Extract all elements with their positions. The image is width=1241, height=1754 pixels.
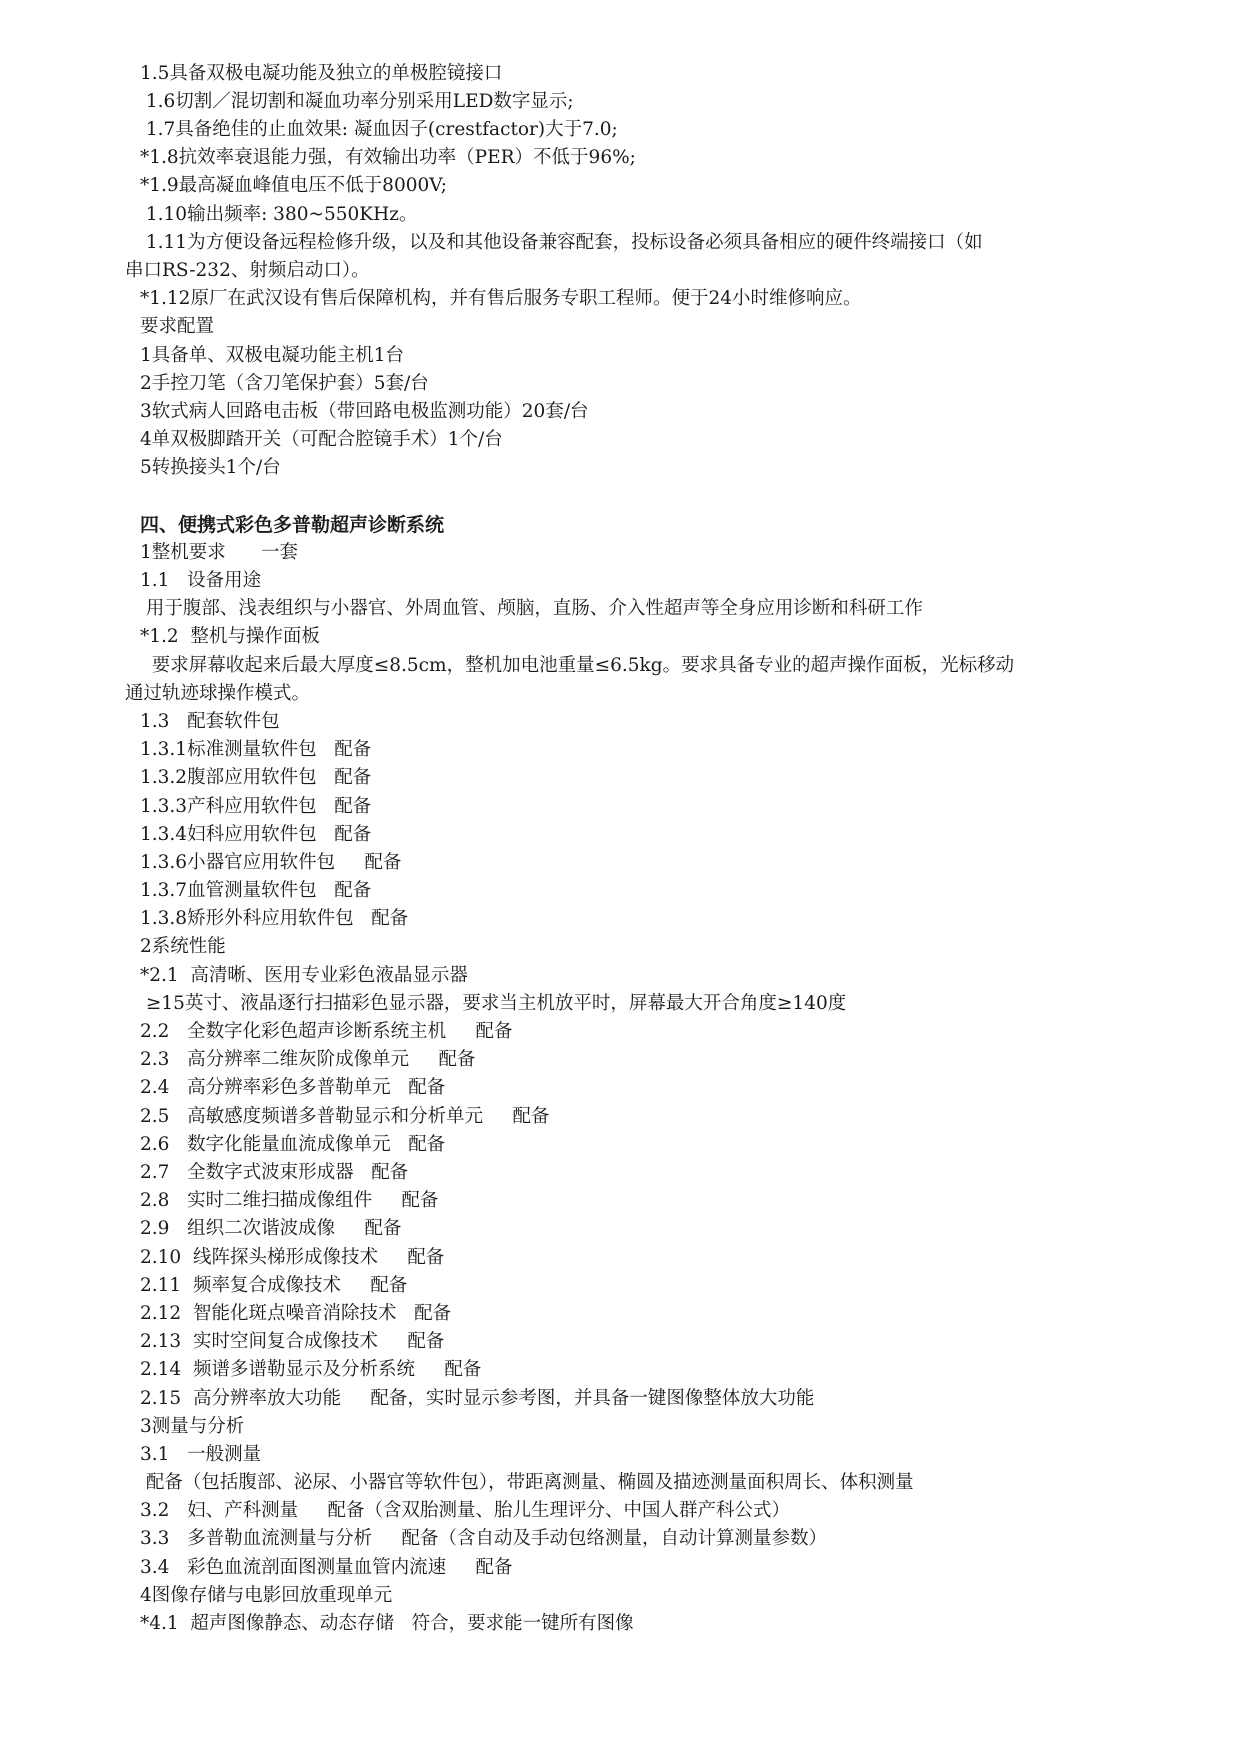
text-line: 1.3 配套软件包 xyxy=(140,711,280,732)
text-line: *1.12原厂在武汉设有售后保障机构，并有售后服务专职工程师。便于24小时维修响应。 xyxy=(140,288,862,309)
text-line: *1.2 整机与操作面板 xyxy=(140,626,320,647)
text-line: 2.11 频率复合成像技术 配备 xyxy=(140,1275,408,1296)
section-heading: 四、便携式彩色多普勒超声诊断系统 xyxy=(140,514,445,536)
text-line: 1.11为方便设备远程检修升级，以及和其他设备兼容配套，投标设备必须具备相应的硬件终端接口（如 xyxy=(140,232,983,253)
text-line: *1.9最高凝血峰值电压不低于8000V; xyxy=(140,175,447,196)
text-line: ≥15英寸、液晶逐行扫描彩色显示器，要求当主机放平时，屏幕最大开合角度≥140度 xyxy=(140,993,847,1014)
text-line: 1.7具备绝佳的止血效果: 凝血因子(crestfactor)大于7.0; xyxy=(140,119,618,140)
text-line: 配备（包括腹部、泌尿、小器官等软件包），带距离测量、椭圆及描迹测量面积周长、体积测量 xyxy=(140,1472,914,1493)
text-line: 通过轨迹球操作模式。 xyxy=(125,683,311,704)
text-line: 2.7 全数字式波束形成器 配备 xyxy=(140,1162,409,1183)
text-line: 1.10输出频率: 380~550KHz。 xyxy=(140,204,418,225)
text-line: 1整机要求 一套 xyxy=(140,542,299,563)
text-line: 2.5 高敏感度频谱多普勒显示和分析单元 配备 xyxy=(140,1106,550,1127)
text-line: 1具备单、双极电凝功能主机1台 xyxy=(140,345,405,366)
text-line: 3软式病人回路电击板（带回路电极监测功能）20套/台 xyxy=(140,401,589,422)
text-line: 1.3.2腹部应用软件包 配备 xyxy=(140,767,372,788)
text-line: 5转换接头1个/台 xyxy=(140,457,281,478)
text-line: 3.1 一般测量 xyxy=(140,1444,262,1465)
text-line: 要求屏幕收起来后最大厚度≤8.5cm，整机加电池重量≤6.5kg。要求具备专业的超声操作面板，光标移动 xyxy=(140,655,1015,676)
text-line: 1.1 设备用途 xyxy=(140,570,262,591)
text-line: 1.6切割／混切割和凝血功率分别采用LED数字显示; xyxy=(140,91,574,112)
text-line: 4单双极脚踏开关（可配合腔镜手术）1个/台 xyxy=(140,429,503,450)
text-line: 2.13 实时空间复合成像技术 配备 xyxy=(140,1331,445,1352)
text-line: 1.3.1标准测量软件包 配备 xyxy=(140,739,372,760)
text-line: 要求配置 xyxy=(140,316,215,337)
text-line: 2.2 全数字化彩色超声诊断系统主机 配备 xyxy=(140,1021,513,1042)
text-line: 2.15 高分辨率放大功能 配备，实时显示参考图，并具备一键图像整体放大功能 xyxy=(140,1388,815,1409)
text-line: 2.10 线阵探头梯形成像技术 配备 xyxy=(140,1247,445,1268)
text-line: 用于腹部、浅表组织与小器官、外周血管、颅脑，直肠、介入性超声等全身应用诊断和科研工作 xyxy=(140,598,923,619)
text-line: 1.5具备双极电凝功能及独立的单极腔镜接口 xyxy=(140,63,503,84)
text-line: 2.14 频谱多谱勒显示及分析系统 配备 xyxy=(140,1359,482,1380)
text-line: 2手控刀笔（含刀笔保护套）5套/台 xyxy=(140,373,429,394)
text-line: *2.1 高清晰、医用专业彩色液晶显示器 xyxy=(140,965,468,986)
text-line: 1.3.7血管测量软件包 配备 xyxy=(140,880,372,901)
text-line: *1.8抗效率衰退能力强，有效输出功率（PER）不低于96%; xyxy=(140,147,636,168)
text-line: 1.3.3产科应用软件包 配备 xyxy=(140,796,372,817)
text-line: 串口RS-232、射频启动口）。 xyxy=(125,260,370,281)
text-line: 2.6 数字化能量血流成像单元 配备 xyxy=(140,1134,446,1155)
text-line: 1.3.4妇科应用软件包 配备 xyxy=(140,824,372,845)
text-line: 2.8 实时二维扫描成像组件 配备 xyxy=(140,1190,439,1211)
text-line: 2.9 组织二次谐波成像 配备 xyxy=(140,1218,402,1239)
text-line: 2.12 智能化斑点噪音消除技术 配备 xyxy=(140,1303,452,1324)
text-line: 2.3 高分辨率二维灰阶成像单元 配备 xyxy=(140,1049,476,1070)
text-line: 4图像存储与电影回放重现单元 xyxy=(140,1585,393,1606)
text-line: 3测量与分析 xyxy=(140,1416,245,1437)
text-line: *4.1 超声图像静态、动态存储 符合，要求能一键所有图像 xyxy=(140,1613,634,1634)
text-line: 1.3.6小器官应用软件包 配备 xyxy=(140,852,402,873)
text-line: 2系统性能 xyxy=(140,936,226,957)
text-line: 1.3.8矫形外科应用软件包 配备 xyxy=(140,908,409,929)
text-line: 3.3 多普勒血流测量与分析 配备（含自动及手动包络测量，自动计算测量参数） xyxy=(140,1528,827,1549)
text-line: 3.2 妇、产科测量 配备（含双胎测量、胎儿生理评分、中国人群产科公式） xyxy=(140,1500,790,1521)
text-line: 3.4 彩色血流剖面图测量血管内流速 配备 xyxy=(140,1557,513,1578)
text-line: 2.4 高分辨率彩色多普勒单元 配备 xyxy=(140,1077,446,1098)
